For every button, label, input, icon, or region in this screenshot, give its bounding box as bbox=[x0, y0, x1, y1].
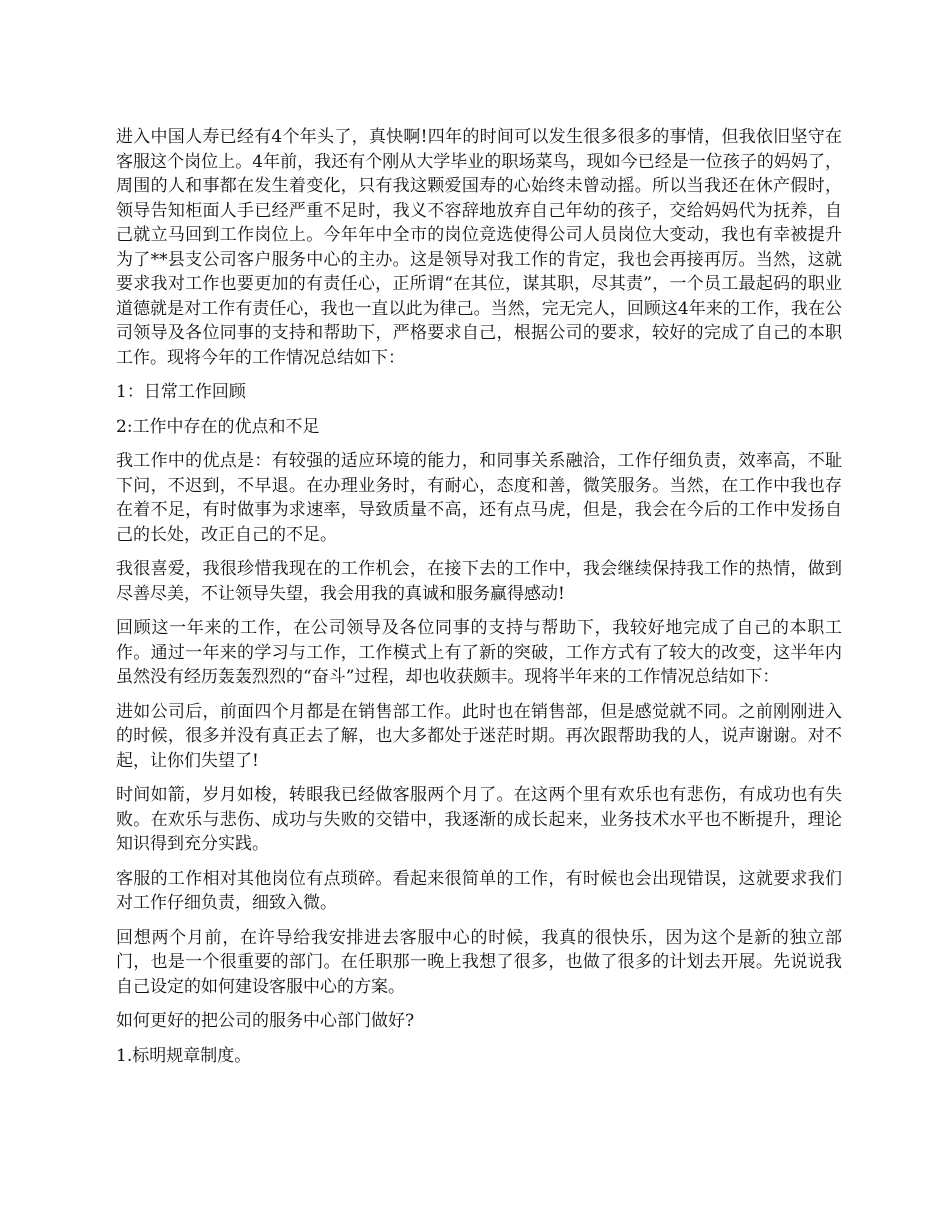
paragraph-sales-department: 进如公司后，前面四个月都是在销售部工作。此时也在销售部，但是感觉就不同。之前刚刚进入的时候，很多并没有真正去了解，也大多都处于迷茫时期。再次跟帮助我的人，说声谢谢。对不起，让你们失望了! bbox=[116, 701, 842, 771]
paragraph-intro: 进入中国人寿已经有4个年头了，真快啊!四年的时间可以发生很多很多的事情，但我依旧坚守在客服这个岗位上。4年前，我还有个刚从大学毕业的职场菜鸟，现如今已经是一位孩子的妈妈了，周围的人和事都在发生着变化，只有我这颗爱国寿的心始终未曾动摇。所以当我还在休产假时，领导告知柜面人手已经严重不足时，我义不容辞地放弃自己年幼的孩子，交给妈妈代为抚养，自己就立马回到工作岗位上。今年年中全市的岗位竞选使得公司人员岗位大变动，我也有幸被提升为了**县支公司客户服务中心的主办。这是领导对我工作的肯定，我也会再接再厉。当然，这就要求我对工作也要更加的有责任心，正所谓“在其位，谋其职，尽其责”，一个员工最起码的职业道德就是对工作有责任心，我也一直以此为律己。当然，完无完人，回顾这4年来的工作，我在公司领导及各位同事的支持和帮助下，严格要求自己，根据公司的要求，较好的完成了自己的本职工作。现将今年的工作情况总结如下： bbox=[116, 127, 842, 368]
paragraph-commitment: 我很喜爱，我很珍惜我现在的工作机会，在接下去的工作中，我会继续保持我工作的热情，做到尽善尽美，不让领导失望，我会用我的真诚和服务赢得感动! bbox=[116, 559, 842, 604]
paragraph-heading-strengths-weaknesses: 2:工作中存在的优点和不足 bbox=[116, 416, 320, 437]
paragraph-item-rules: 1.标明规章制度。 bbox=[116, 1045, 252, 1066]
document-body bbox=[116, 125, 842, 1078]
paragraph-two-months: 时间如箭，岁月如梭，转眼我已经做客服两个月了。在这两个里有欢乐也有悲伤，有成功也有失败。在欢乐与悲伤、成功与失败的交错中，我逐渐的成长起来，业务技术水平也不断提升，理论知识得到充分实践。 bbox=[116, 785, 842, 854]
paragraph-customer-service-work: 客服的工作相对其他岗位有点琐碎。看起来很简单的工作，有时候也会出现错误，这就要求我们对工作仔细负责，细致入微。 bbox=[116, 868, 842, 913]
paragraph-recollection: 回想两个月前，在许导给我安排进去客服中心的时候，我真的很快乐，因为这个是新的独立部门，也是一个很重要的部门。在任职那一晚上我想了很多，也做了很多的计划去开展。先说说我自己设定的如何建设客服中心的方案。 bbox=[116, 927, 842, 997]
paragraph-question: 如何更好的把公司的服务中心部门做好? bbox=[116, 1011, 415, 1031]
paragraph-heading-daily-review: 1：日常工作回顾 bbox=[116, 382, 246, 402]
paragraph-strengths: 我工作中的优点是：有较强的适应环境的能力，和同事关系融洽，工作仔细负责，效率高，不耻下问，不迟到，不早退。在办理业务时，有耐心，态度和善，微笑服务。当然，在工作中我也存在着不足，有时做事为求速率，导致质量不高，还有点马虎，但是，我会在今后的工作中发扬自己的长处，改正自己的不足。 bbox=[116, 451, 842, 545]
paragraph-year-review: 回顾这一年来的工作，在公司领导及各位同事的支持与帮助下，我较好地完成了自己的本职工作。通过一年来的学习与工作，工作模式上有了新的突破，工作方式有了较大的改变，这半年内虽然没有经历轰轰烈烈的“奋斗”过程，却也收获颇丰。现将半年来的工作情况总结如下： bbox=[116, 618, 842, 687]
